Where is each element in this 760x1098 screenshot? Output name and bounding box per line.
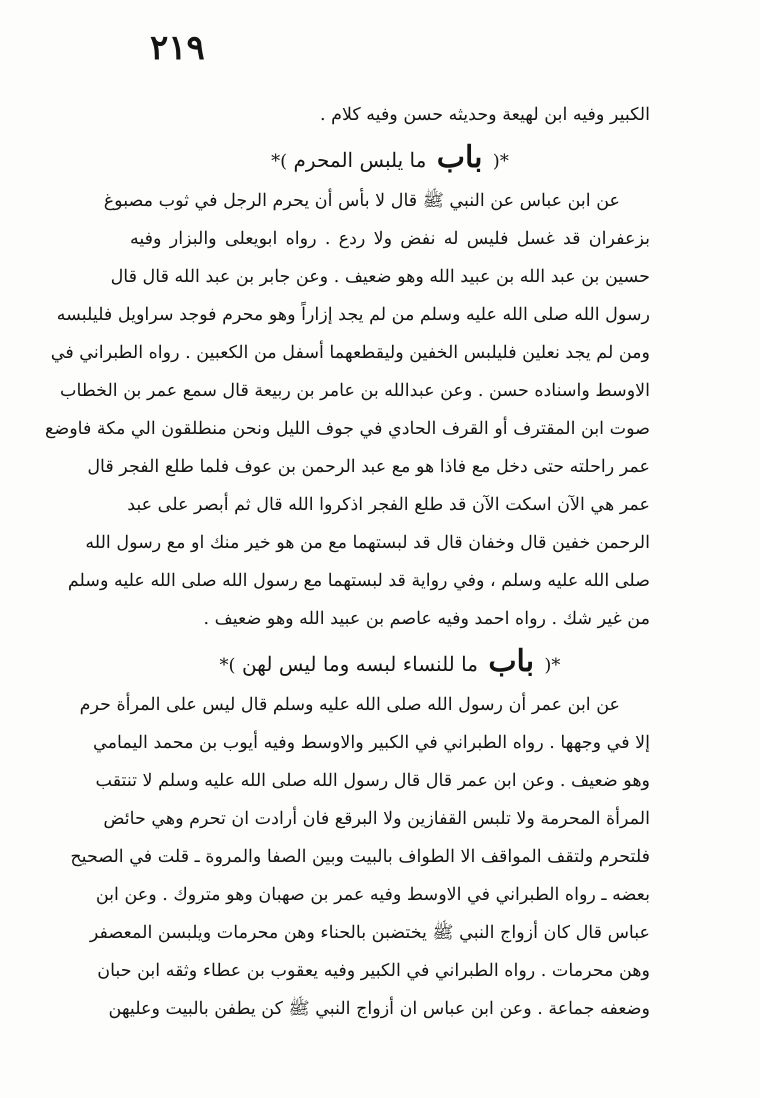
heading-close-mark: )* <box>219 655 236 676</box>
text-line: وهن محرمات . رواه الطبراني في الكبير وفيه يعقوب بن عطاء وثقه ابن حبان <box>97 961 650 981</box>
text-line: وضعفه جماعة . وعن ابن عباس ان أزواج النبي ﷺ كن يطفن بالبيت وعليهن <box>108 999 650 1019</box>
text-line: من غير شك . رواه احمد وفيه عاصم بن عبيد الله وهو ضعيف . <box>203 609 650 629</box>
text-line: الكبير وفيه ابن لهيعة وحديثه حسن وفيه كلام . <box>319 105 650 125</box>
heading-bab-word: باب <box>436 140 483 175</box>
text-line: عن ابن عباس عن النبي ﷺ قال لا بأس أن يحرم الرجل في ثوب مصبوغ <box>103 191 620 211</box>
heading-title: ما يلبس المحرم <box>293 148 427 172</box>
heading-bab-word: باب <box>488 644 535 679</box>
text-line: الرحمن خفين قال وخفان قال قد لبستهما مع من هو خير منك او مع رسول الله <box>85 533 650 553</box>
text-line: ومن لم يجد نعلين فليلبس الخفين وليقطعهما أسفل من الكعبين . رواه الطبراني في <box>50 343 650 363</box>
heading-close-mark: )* <box>271 151 288 172</box>
page-body <box>45 96 650 1028</box>
text-line: حسين بن عبد الله بن عبيد الله وهو ضعيف . وعن جابر بن عبد الله قال قال <box>110 267 650 287</box>
text-line: إلا في وجهها . رواه الطبراني في الكبير والاوسط وفيه أيوب بن محمد اليمامي <box>93 733 650 753</box>
heading-open-mark: *( <box>492 151 509 172</box>
text-line: المرأة المحرمة ولا تلبس القفازين ولا البرقع فان أرادت ان تحرم وهي حائض <box>103 809 650 829</box>
heading-open-mark: *( <box>544 655 561 676</box>
text-line: صوت ابن المقترف أو القرف الحادي في جوف الليل ونحن منطلقون الي مكة فاوضع <box>45 419 650 439</box>
text-line: الاوسط واسناده حسن . وعن عبدالله بن عامر بن ربيعة قال سمع عمر بن الخطاب <box>60 381 650 401</box>
section-heading-women-clothing <box>130 638 650 686</box>
text-line: فلتحرم ولتقف المواقف الا الطواف بالبيت وبين الصفا والمروة ـ قلت في الصحيح <box>70 847 650 867</box>
text-line: عباس قال كان أزواج النبي ﷺ يختضبن بالحناء وهن محرمات ويلبسن المعصفر <box>89 923 650 943</box>
text-line: بعضه ـ رواه الطبراني في الاوسط وفيه عمر بن صهبان وهو متروك . وعن ابن <box>95 885 650 905</box>
heading-title: ما للنساء لبسه وما ليس لهن <box>241 652 478 676</box>
text-line: رسول الله صلى الله عليه وسلم من لم يجد إزاراً وهو محرم فوجد سراويل فليلبسه <box>56 305 650 325</box>
section-heading-what-muhrim-wears <box>130 134 650 182</box>
text-line: عن ابن عمر أن رسول الله صلى الله عليه وسلم قال ليس على المرأة حرم <box>79 695 620 715</box>
text-line: بزعفران قد غسل فليس له نفض ولا ردع . رواه ابويعلى والبزار وفيه <box>130 229 650 249</box>
text-line: صلى الله عليه وسلم ، وفي رواية قد لبستهما مع رسول الله صلى الله عليه وسلم <box>67 571 650 591</box>
page-number: ٢١٩ <box>150 28 205 68</box>
text-line: عمر راحلته حتى دخل مع فاذا هو مع عبد الرحمن بن عوف فلما طلع الفجر قال <box>87 457 650 477</box>
text-line: عمر هي الآن اسكت الآن قد طلع الفجر اذكروا الله قال ثم أبصر على عبد <box>127 495 650 515</box>
text-line: وهو ضعيف . وعن ابن عمر قال قال رسول الله صلى الله عليه وسلم لا تنتقب <box>95 771 650 791</box>
